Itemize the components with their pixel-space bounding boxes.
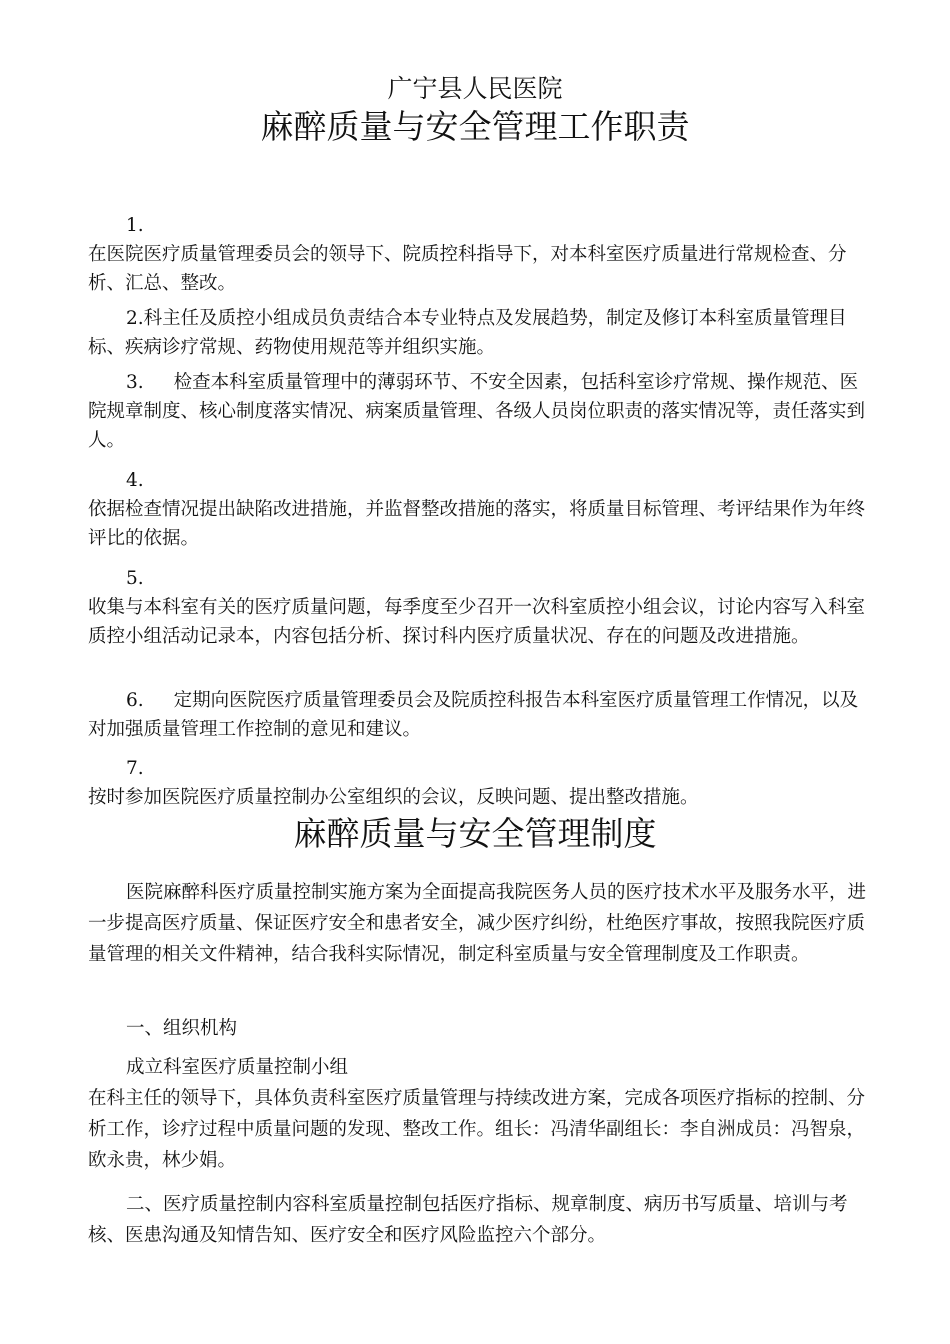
duty-number: 4. — [126, 470, 144, 491]
duty-text: 收集与本科室有关的医疗质量问题，每季度至少召开一次科室质控小组会议，讨论内容写入科室质控小组活动记录本，内容包括分析、探讨科内医疗质量状况、存在的问题及改进措施。 — [88, 597, 866, 647]
section-title: 麻醉质量与安全管理制度 — [293, 814, 657, 853]
duty-text: 科主任及质控小组成员负责结合本专业特点及发展趋势，制定及修订本科室质量管理目标、疾病诊疗常规、药物使用规范等并组织实施。 — [88, 308, 847, 358]
group-heading-text: 成立科室医疗质量控制小组 — [126, 1057, 349, 1078]
org-heading-text: 一、组织机构 — [126, 1018, 238, 1039]
page-title: 麻醉质量与安全管理工作职责 — [260, 107, 690, 146]
duty-text: 按时参加医院医疗质量控制办公室组织的会议，反映问题、提出整改措施。 — [88, 787, 699, 808]
duty-text: 定期向医院医疗质量管理委员会及院质控科报告本科室医疗质量管理工作情况，以及对加强质量管理工作控制的意见和建议。 — [88, 690, 859, 740]
duty-item — [88, 304, 870, 362]
hospital-name: 广宁县人民医院 — [387, 74, 563, 103]
duty-item — [88, 686, 870, 744]
duty-number: 1. — [126, 215, 144, 236]
duty-text: 在医院医疗质量管理委员会的领导下、院质控科指导下，对本科室医疗质量进行常规检查、分析、汇总、整改。 — [88, 244, 847, 294]
duty-number: 7. — [126, 758, 144, 779]
duty-text: 依据检查情况提出缺陷改进措施，并监督整改措施的落实，将质量目标管理、考评结果作为年终评比的依据。 — [88, 499, 866, 549]
control-paragraph — [88, 1189, 870, 1251]
org-heading — [88, 1014, 870, 1043]
duty-text: 检查本科室质量管理中的薄弱环节、不安全因素，包括科室诊疗常规、操作规范、医院规章制度、核心制度落实情况、病案质量管理、各级人员岗位职责的落实情况等，责任落实到人。 — [88, 372, 866, 451]
group-paragraph: 在科主任的领导下，具体负责科室医疗质量管理与持续改进方案，完成各项医疗指标的控制、分析工作，诊疗过程中质量问题的发现、整改工作。组长：冯清华副组长：李自洲成员：冯智泉，欧永贵，林少娟。 — [88, 1088, 866, 1171]
duty-number: 6. — [126, 690, 144, 711]
duty-number: 5. — [126, 568, 144, 589]
duty-number: 2. — [126, 308, 144, 329]
duty-number: 3. — [126, 372, 144, 393]
group-heading — [88, 1053, 870, 1082]
intro-text: 医院麻醉科医疗质量控制实施方案为全面提高我院医务人员的医疗技术水平及服务水平，进一步提高医疗质量、保证医疗安全和患者安全，减少医疗纠纷，杜绝医疗事故，按照我院医疗质量管理的相关文件精神，结合我科实际情况，制定科室质量与安全管理制度及工作职责。 — [88, 882, 867, 965]
duty-item — [88, 368, 870, 455]
intro-paragraph — [88, 877, 870, 970]
control-text: 二、医疗质量控制内容科室质量控制包括医疗指标、规章制度、病历书写质量、培训与考核、医患沟通及知情告知、医疗安全和医疗风险监控六个部分。 — [88, 1194, 848, 1246]
